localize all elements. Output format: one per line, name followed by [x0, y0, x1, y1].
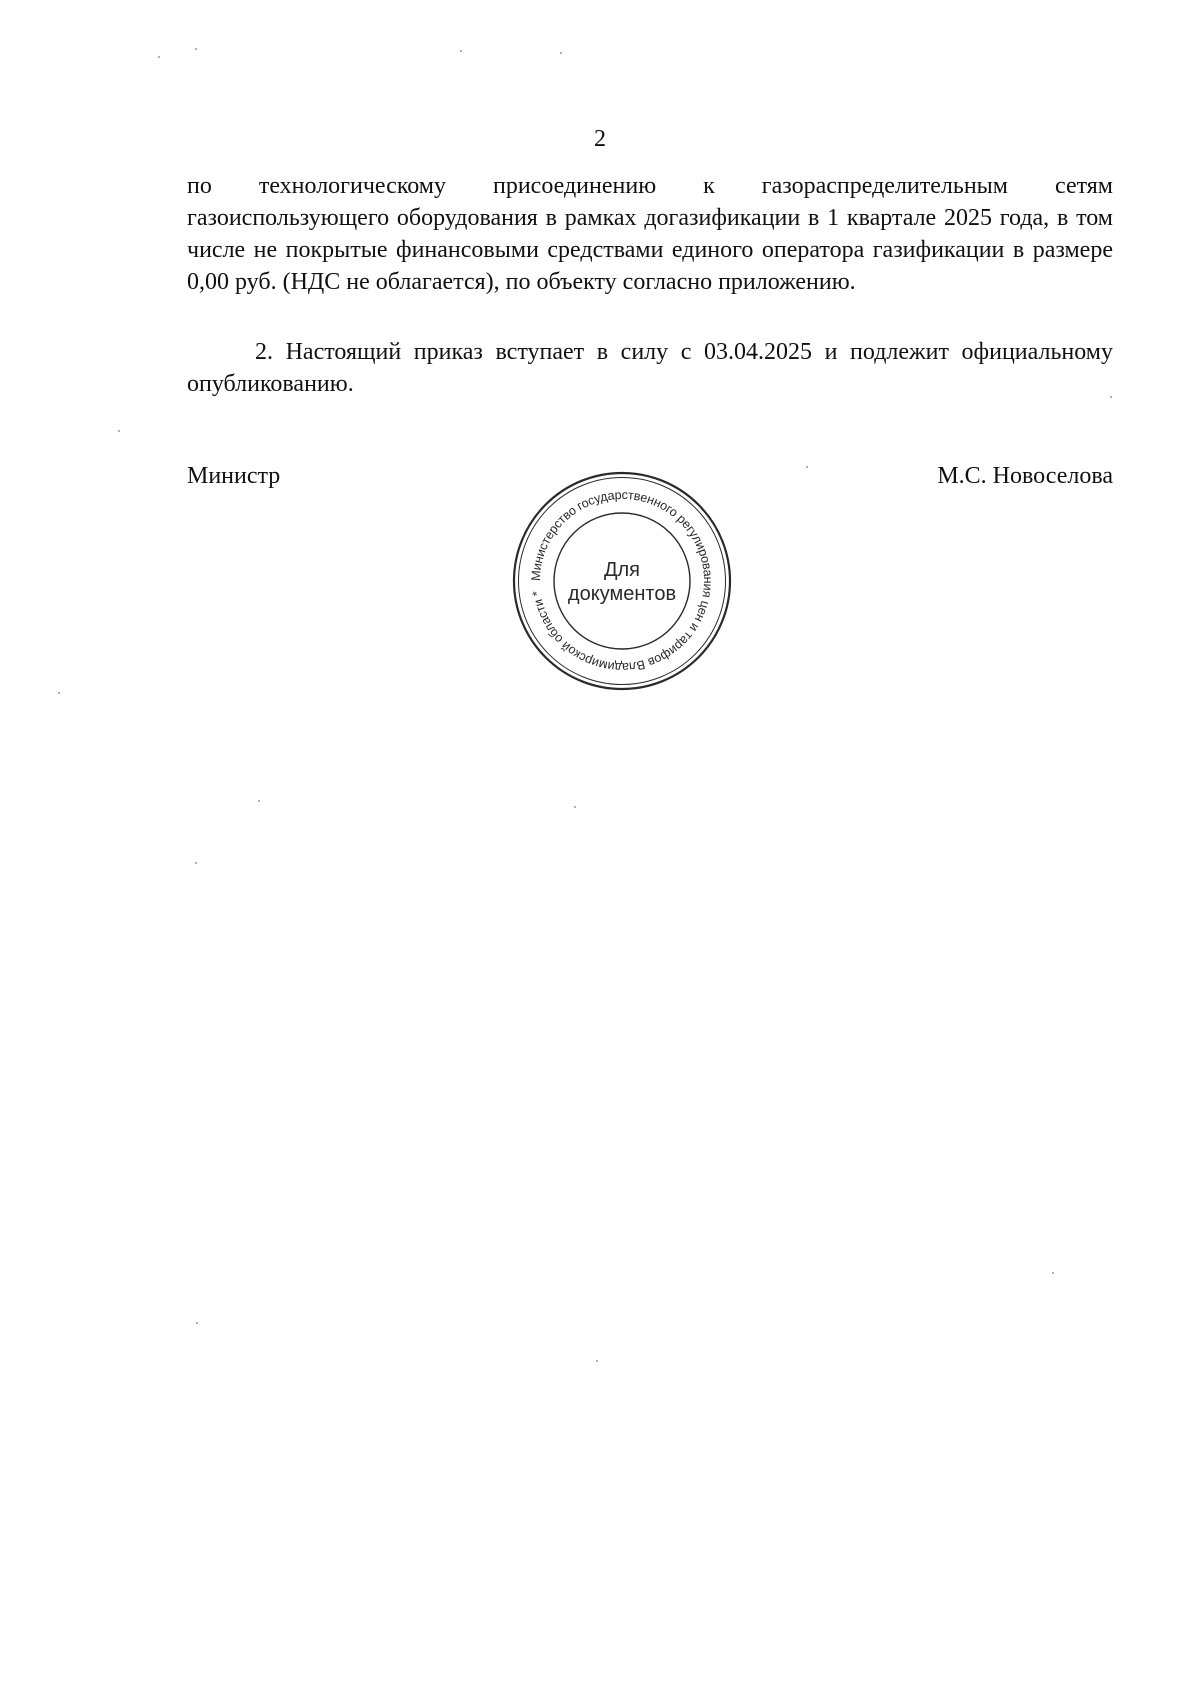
scan-speck	[806, 466, 808, 468]
scan-speck	[1110, 396, 1112, 398]
stamp-ring-text	[529, 488, 715, 674]
scan-speck	[258, 800, 260, 802]
stamp-seal-graphic	[509, 468, 735, 694]
signatory-position: Министр	[187, 463, 281, 489]
stamp-outer-ring	[514, 473, 730, 689]
stamp-center-line-2: документов	[567, 583, 677, 605]
signatory-name: М.С. Новоселова	[937, 463, 1113, 489]
scan-speck	[560, 52, 562, 54]
scan-speck	[58, 692, 60, 694]
scan-speck	[196, 1322, 198, 1324]
stamp-outer-ring-inner-line	[519, 478, 726, 685]
scan-speck	[1052, 1272, 1054, 1274]
scan-speck	[158, 56, 160, 58]
page-number: 2	[594, 126, 606, 152]
scan-speck	[195, 862, 197, 864]
stamp-ring-textpath: Министерство государственного регулирования цен и тарифов Владимирской области *	[528, 487, 716, 675]
body-paragraph-2: 2. Настоящий приказ вступает в силу с 03.04.2025 и подлежит официальному опубликованию.	[187, 339, 1113, 397]
scan-speck	[460, 50, 462, 52]
official-stamp	[509, 468, 735, 694]
scan-speck	[195, 48, 197, 50]
body-paragraph-1: по технологическому присоединению к газораспределительным сетям газоиспользующего оборудования в рамках догазификации в 1 квартале 2025 года, в том числе не покрытые финансовыми средствами единого оператора газификации в размере 0,00 руб. (НДС не облагается), по объекту согласно приложению.	[187, 173, 1113, 295]
scan-speck	[118, 430, 120, 432]
stamp-inner-ring	[554, 513, 690, 649]
stamp-center-line-1: Для	[603, 559, 641, 581]
scan-speck	[574, 806, 576, 808]
scan-speck	[596, 1360, 598, 1362]
